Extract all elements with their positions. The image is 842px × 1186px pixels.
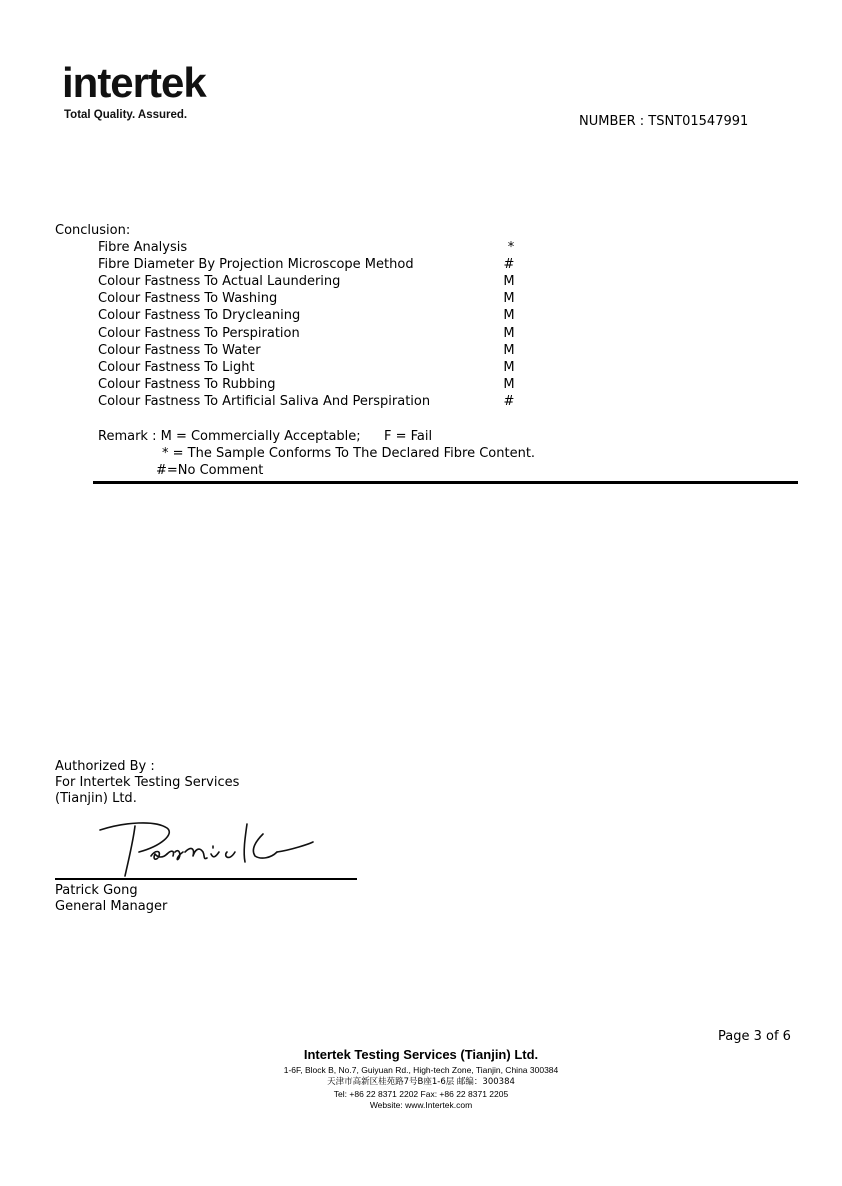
test-name: Fibre Diameter By Projection Microscope Method <box>98 257 414 272</box>
authorizing-company: For Intertek Testing Services <box>55 775 240 790</box>
test-name: Colour Fastness To Perspiration <box>98 326 300 341</box>
conclusion-row <box>98 307 538 324</box>
intertek-logo: intertek <box>62 59 206 106</box>
conclusion-row <box>98 256 538 273</box>
logo-tagline: Total Quality. Assured. <box>64 109 188 121</box>
test-name: Colour Fastness To Light <box>98 360 255 375</box>
section-divider <box>93 481 798 484</box>
test-name: Colour Fastness To Washing <box>98 291 278 306</box>
test-grade: M <box>503 274 515 289</box>
conclusion-title: Conclusion: <box>55 223 131 238</box>
conclusion-row <box>98 239 538 256</box>
test-grade: M <box>503 326 515 341</box>
test-grade: M <box>503 343 515 358</box>
test-name: Fibre Analysis <box>98 240 188 255</box>
footer-company: Intertek Testing Services (Tianjin) Ltd. <box>303 1047 539 1062</box>
signature-image <box>95 812 325 882</box>
test-grade: M <box>503 291 515 306</box>
report-number: NUMBER : TSNT01547991 <box>579 114 749 129</box>
test-name: Colour Fastness To Water <box>98 343 261 358</box>
footer-address-cn: 天津市高新区桂苑路7号B座1-6层 邮编：300384 <box>327 1077 515 1087</box>
remark-line-2: * = The Sample Conforms To The Declared Fibre Content. <box>162 446 536 461</box>
remark-line-1: Remark : M = Commercially Acceptable; <box>98 429 361 444</box>
test-grade: # <box>503 257 515 272</box>
footer-phone: Tel: +86 22 8371 2202 Fax: +86 22 8371 2205 <box>333 1089 509 1099</box>
remark-fail: F = Fail <box>384 429 433 444</box>
conclusion-row <box>98 290 538 307</box>
conclusion-row <box>98 273 538 290</box>
authorizing-company-2: (Tianjin) Ltd. <box>55 791 137 806</box>
test-grade: # <box>503 394 515 409</box>
test-name: Colour Fastness To Actual Laundering <box>98 274 341 289</box>
conclusion-row <box>98 359 538 376</box>
test-grade: * <box>507 240 515 255</box>
footer-website: Website: www.Intertek.com <box>369 1100 473 1110</box>
test-name: Colour Fastness To Rubbing <box>98 377 276 392</box>
conclusion-row <box>98 325 538 342</box>
conclusion-row <box>98 393 538 410</box>
test-grade: M <box>503 360 515 375</box>
conclusion-row <box>98 376 538 393</box>
signature-line <box>55 878 357 880</box>
signatory-name: Patrick Gong <box>55 883 138 898</box>
test-name: Colour Fastness To Artificial Saliva And Perspiration <box>98 394 431 409</box>
footer-address: 1-6F, Block B, No.7, Guiyuan Rd., High-tech Zone, Tianjin, China 300384 <box>283 1065 559 1075</box>
signatory-title: General Manager <box>55 899 168 914</box>
page-number: Page 3 of 6 <box>718 1029 791 1044</box>
authorized-by-label: Authorized By : <box>55 759 155 774</box>
test-grade: M <box>503 308 515 323</box>
remark-line-3: #=No Comment <box>156 463 264 478</box>
conclusion-row <box>98 342 538 359</box>
test-name: Colour Fastness To Drycleaning <box>98 308 301 323</box>
test-grade: M <box>503 377 515 392</box>
